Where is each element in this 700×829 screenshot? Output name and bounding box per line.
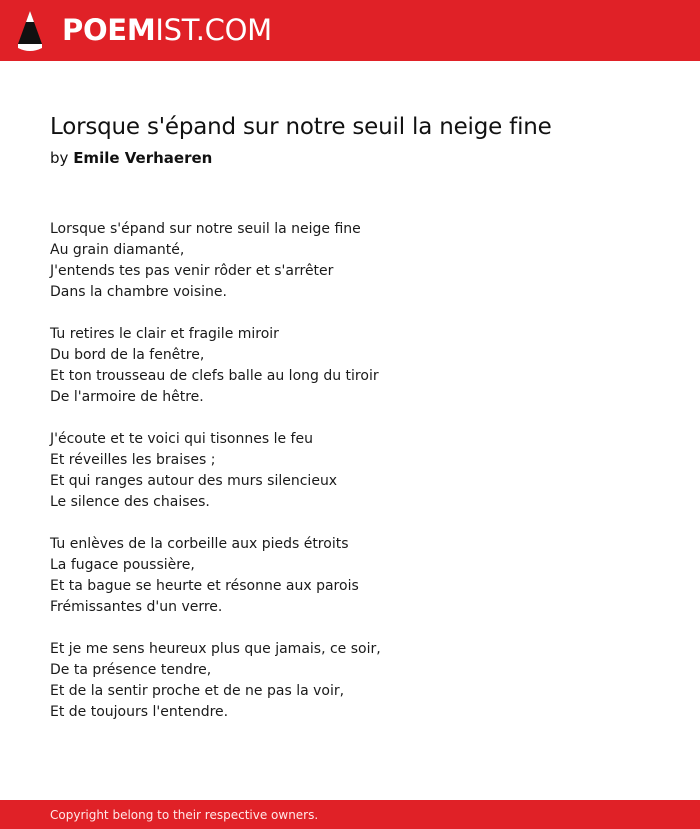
site-footer <box>0 800 700 829</box>
poem-line: Et ta bague se heurte et résonne aux parois <box>50 578 359 594</box>
poem-line: Du bord de la fenêtre, <box>50 347 205 363</box>
poem-line: Et qui ranges autour des murs silencieux <box>50 473 338 489</box>
poem-line: La fugace poussière, <box>50 557 195 573</box>
stanza <box>50 324 650 408</box>
stanza <box>50 219 650 303</box>
poem-title: Lorsque s'épand sur notre seuil la neige fine <box>50 114 552 140</box>
poem-line: Au grain diamanté, <box>50 242 185 258</box>
byline <box>50 149 212 167</box>
brand-bold: POEM <box>62 13 156 47</box>
stanza <box>50 429 650 513</box>
poem-line: Et ton trousseau de clefs balle au long du tiroir <box>50 368 379 384</box>
brand-light: IST.COM <box>155 13 272 47</box>
poem-line: J'entends tes pas venir rôder et s'arrêter <box>50 263 334 279</box>
poem-line: Et de toujours l'entendre. <box>50 704 229 720</box>
site-logo[interactable] <box>62 12 272 48</box>
poem-line: Et de la sentir proche et de ne pas la voir, <box>50 683 345 699</box>
stanza <box>50 534 650 618</box>
site-header <box>0 0 700 61</box>
poem-line: Lorsque s'épand sur notre seuil la neige fine <box>50 221 361 237</box>
poem-body <box>50 219 650 744</box>
poem-line: J'écoute et te voici qui tisonnes le feu <box>50 431 313 447</box>
poem-line: Dans la chambre voisine. <box>50 284 227 300</box>
copyright-notice: Copyright belong to their respective owners. <box>50 808 319 822</box>
poem-line: Tu retires le clair et fragile miroir <box>50 326 279 342</box>
poem-line: Et je me sens heureux plus que jamais, ce soir, <box>50 641 381 657</box>
poem-line: Le silence des chaises. <box>50 494 210 510</box>
by-label: by <box>50 149 69 167</box>
stanza <box>50 639 650 723</box>
author-name: Emile Verhaeren <box>73 149 213 167</box>
poem-line: Frémissantes d'un verre. <box>50 599 223 615</box>
poem-line: Tu enlèves de la corbeille aux pieds étroits <box>50 536 349 552</box>
poem-line: De l'armoire de hêtre. <box>50 389 204 405</box>
pencil-tip-icon[interactable] <box>17 10 43 52</box>
poem-line: De ta présence tendre, <box>50 662 212 678</box>
poem-line: Et réveilles les braises ; <box>50 452 216 468</box>
